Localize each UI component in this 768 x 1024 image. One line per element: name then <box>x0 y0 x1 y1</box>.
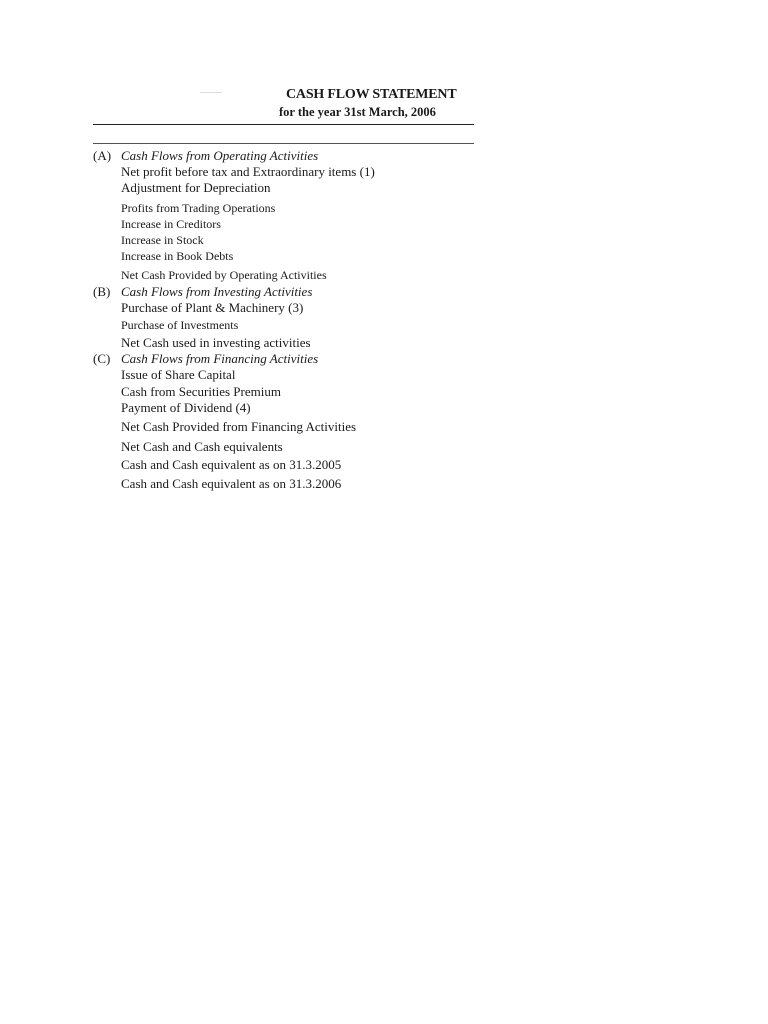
section-c-tag: (C) <box>93 351 111 366</box>
section-b-tag: (B) <box>93 284 111 299</box>
investing-subtotal: Net Cash used in investing activities <box>121 335 311 350</box>
financing-subtotal: Net Cash Provided from Financing Activities <box>121 419 357 434</box>
financing-item: Payment of Dividend (4) <box>121 400 251 415</box>
financing-item: Issue of Share Capital <box>121 367 236 382</box>
closing-cash-line: Cash and Cash equivalent as on 31.3.2006 <box>121 476 342 491</box>
table-top-rule <box>93 143 474 144</box>
operating-subtotal: Net Cash Provided by Operating Activities <box>121 268 327 282</box>
section-a-title: Cash Flows from Operating Activities <box>121 148 319 163</box>
section-c-title: Cash Flows from Financing Activities <box>121 351 319 366</box>
operating-item: Increase in Book Debts <box>121 249 234 263</box>
operating-item: Adjustment for Depreciation <box>121 180 271 195</box>
section-a-tag: (A) <box>93 148 112 163</box>
opening-cash-line: Cash and Cash equivalent as on 31.3.2005 <box>121 457 342 472</box>
financing-item: Cash from Securities Premium <box>121 384 281 399</box>
statement-subtitle: for the year 31st March, 2006 <box>279 105 436 119</box>
scan-smudge <box>200 92 222 93</box>
operating-item: Net profit before tax and Extraordinary items (1) <box>121 164 375 179</box>
operating-item: Increase in Stock <box>121 233 204 247</box>
header-rule <box>93 124 474 125</box>
operating-item: Profits from Trading Operations <box>121 201 276 215</box>
operating-item: Increase in Creditors <box>121 217 221 231</box>
investing-item: Purchase of Plant & Machinery (3) <box>121 300 304 315</box>
section-b-title: Cash Flows from Investing Activities <box>121 284 313 299</box>
net-cash-line: Net Cash and Cash equivalents <box>121 439 283 454</box>
statement-title: CASH FLOW STATEMENT <box>286 87 457 102</box>
investing-item: Purchase of Investments <box>121 318 239 332</box>
